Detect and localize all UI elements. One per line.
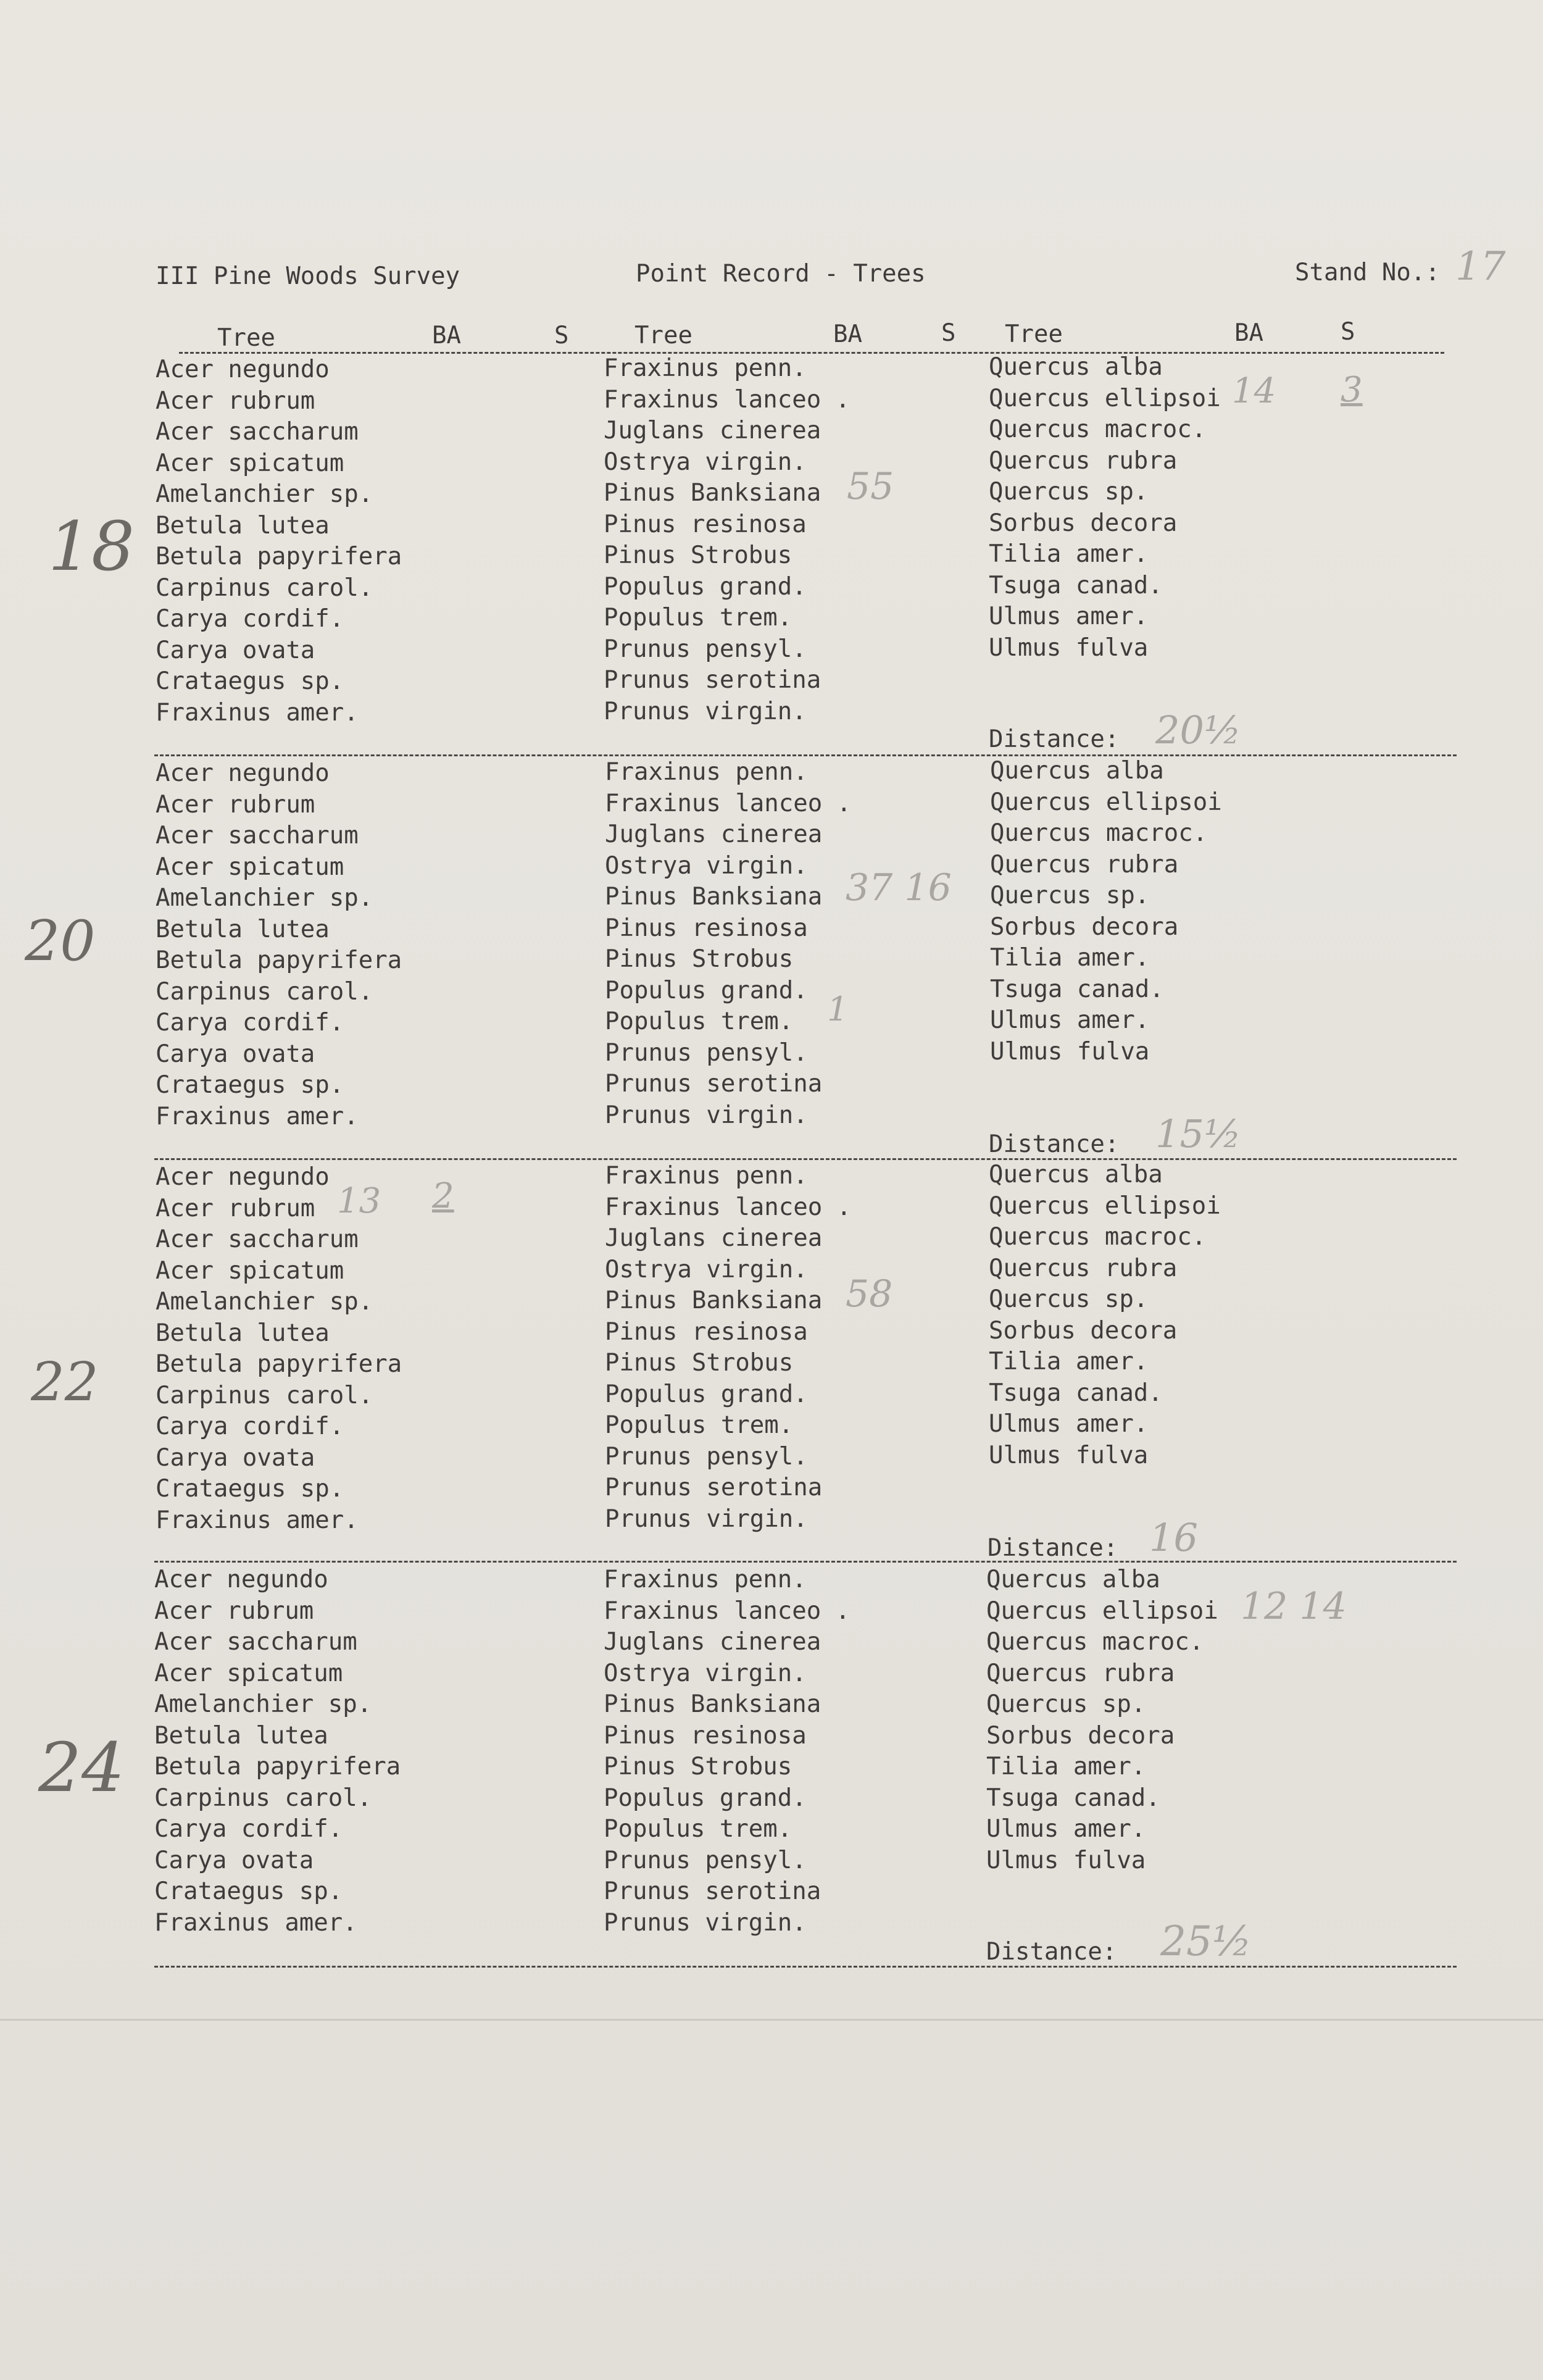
- list-item: Carya ovata: [156, 1443, 315, 1472]
- list-item: Acer saccharum: [156, 1225, 359, 1253]
- col1-ba-heading: BA: [432, 322, 461, 349]
- list-item: Acer spicatum: [156, 1256, 344, 1285]
- list-item: Tilia amer.: [989, 1348, 1149, 1376]
- list-item: Amelanchier sp.: [156, 480, 373, 508]
- point-number: 22: [31, 1351, 99, 1413]
- list-item: Juglans cinerea: [605, 820, 823, 848]
- list-item: Ulmus fulva: [989, 1441, 1149, 1469]
- list-item: Prunus virgin.: [604, 1908, 807, 1937]
- list-item: Acer rubrum: [156, 790, 315, 819]
- list-item: Populus grand.: [604, 1784, 807, 1812]
- list-item: Quercus macroc.: [989, 415, 1207, 443]
- distance-label: Distance:: [989, 1130, 1120, 1158]
- col2-tree-heading: Tree: [634, 322, 692, 349]
- list-item: Acer rubrum: [156, 386, 315, 415]
- list-item: Quercus rubra: [990, 850, 1179, 879]
- list-item: Populus grand.: [605, 1380, 808, 1408]
- s-note: 1: [827, 990, 849, 1029]
- list-item: Ulmus fulva: [986, 1846, 1146, 1874]
- list-item: Amelanchier sp.: [154, 1690, 372, 1718]
- paper-fold: [0, 2019, 1543, 2021]
- ba-note: 14: [1232, 371, 1276, 411]
- survey-title: III Pine Woods Survey: [156, 262, 460, 290]
- col1-tree-heading: Tree: [217, 324, 275, 352]
- list-item: Pinus resinosa: [605, 1317, 808, 1346]
- list-item: Pinus resinosa: [605, 914, 808, 942]
- list-item: Amelanchier sp.: [156, 884, 373, 912]
- list-item: Carya cordif.: [156, 1413, 344, 1440]
- list-item: Ulmus amer.: [989, 603, 1149, 630]
- block-divider: [154, 1158, 1457, 1160]
- list-item: Carya ovata: [156, 636, 315, 664]
- list-item: Populus trem.: [605, 1411, 794, 1439]
- list-item: Betula papyrifera: [156, 543, 402, 570]
- list-item: Fraxinus lanceo .: [605, 789, 852, 817]
- col3-ba-heading: BA: [1234, 319, 1263, 347]
- distance-value: 25½: [1160, 1918, 1252, 1965]
- list-item: Populus trem.: [605, 1008, 794, 1035]
- list-item: Acer saccharum: [156, 418, 359, 446]
- distance-label: Distance:: [986, 1938, 1117, 1966]
- list-item: Quercus macroc.: [989, 1223, 1207, 1251]
- list-item: Quercus ellipsoi: [986, 1597, 1218, 1625]
- list-item: Betula lutea: [156, 915, 330, 943]
- block1-col2: [604, 354, 850, 729]
- list-item: Quercus ellipsoi: [990, 788, 1222, 816]
- list-item: Populus grand.: [604, 572, 807, 601]
- list-item: Pinus Strobus: [605, 945, 794, 973]
- list-item: Ulmus amer.: [990, 1006, 1150, 1034]
- list-item: Carya cordif.: [156, 605, 344, 633]
- distance-value: 15½: [1155, 1111, 1241, 1156]
- list-item: Prunus serotina: [605, 1070, 823, 1098]
- col2-s-heading: S: [941, 319, 956, 347]
- block1-col1: [156, 356, 402, 730]
- s-note: 3: [1341, 370, 1363, 410]
- heading-rule: [179, 352, 1444, 354]
- ba-note: 55: [847, 465, 894, 508]
- list-item: Quercus macroc.: [986, 1628, 1204, 1656]
- list-item: Fraxinus penn.: [604, 354, 807, 382]
- list-item: Carpinus carol.: [156, 977, 373, 1006]
- list-item: Ostrya virgin.: [604, 448, 807, 476]
- distance-label: Distance:: [989, 725, 1120, 753]
- list-item: Populus trem.: [604, 604, 792, 632]
- stand-number: 17: [1455, 244, 1506, 290]
- list-item: Carya ovata: [156, 1040, 315, 1068]
- block3-col3: [989, 1161, 1221, 1472]
- list-item: Carya cordif.: [154, 1815, 343, 1843]
- list-item: Carpinus carol.: [156, 1381, 373, 1409]
- list-item: Carya cordif.: [156, 1009, 344, 1037]
- list-item: Sorbus decora: [989, 509, 1178, 537]
- list-item: Acer negundo: [154, 1566, 328, 1593]
- list-item: Ostrya virgin.: [605, 1255, 808, 1284]
- list-item: Prunus serotina: [604, 1877, 821, 1905]
- block-divider: [154, 754, 1457, 756]
- list-item: Tilia amer.: [986, 1753, 1146, 1781]
- list-item: Quercus alba: [989, 1161, 1163, 1188]
- list-item: Ulmus amer.: [989, 1410, 1149, 1438]
- list-item: Acer negundo: [156, 759, 330, 787]
- list-item: Betula lutea: [156, 1319, 330, 1347]
- list-item: Carpinus carol.: [156, 574, 373, 602]
- block2-col1: [156, 759, 402, 1134]
- list-item: Quercus ellipsoi: [989, 1192, 1221, 1220]
- list-item: Crataegus sp.: [154, 1877, 343, 1905]
- list-item: Acer spicatum: [156, 853, 344, 881]
- list-item: Sorbus decora: [986, 1721, 1175, 1750]
- list-item: Pinus Banksiana: [604, 1690, 821, 1718]
- col2-ba-heading: BA: [833, 320, 862, 348]
- block2-col3: [990, 757, 1222, 1069]
- list-item: Acer spicatum: [156, 449, 344, 477]
- list-item: Betula papyrifera: [156, 946, 402, 974]
- block3-col2: [605, 1162, 851, 1536]
- col3-s-heading: S: [1341, 318, 1355, 346]
- list-item: Fraxinus penn.: [605, 1162, 808, 1190]
- list-item: Ulmus amer.: [986, 1815, 1146, 1843]
- list-item: Fraxinus amer.: [156, 1102, 359, 1130]
- point-number: 18: [48, 507, 135, 586]
- list-item: Carya ovata: [154, 1846, 314, 1874]
- distance-value: 16: [1149, 1515, 1198, 1560]
- list-item: Juglans cinerea: [604, 1628, 821, 1656]
- list-item: Crataegus sp.: [156, 667, 344, 695]
- list-item: Acer saccharum: [154, 1628, 357, 1656]
- list-item: Acer rubrum: [154, 1597, 314, 1625]
- s-note: 2: [432, 1176, 454, 1216]
- ba-note: 37 16: [846, 866, 952, 909]
- ba-note: 58: [846, 1272, 893, 1316]
- list-item: Quercus sp.: [986, 1690, 1146, 1718]
- ba-note: 13: [337, 1181, 381, 1221]
- list-item: Fraxinus penn.: [604, 1566, 807, 1593]
- list-item: Ulmus fulva: [990, 1037, 1150, 1066]
- block2-col2: [605, 758, 851, 1132]
- list-item: Prunus virgin.: [604, 697, 807, 725]
- list-item: Betula lutea: [154, 1721, 328, 1750]
- distance-label: Distance:: [988, 1534, 1118, 1562]
- list-item: Acer saccharum: [156, 822, 359, 850]
- list-item: Pinus Strobus: [605, 1349, 794, 1377]
- list-item: Fraxinus amer.: [156, 1506, 359, 1534]
- block-divider: [154, 1561, 1457, 1563]
- list-item: Quercus alba: [986, 1566, 1160, 1593]
- list-item: Quercus sp.: [990, 882, 1150, 909]
- list-item: Tsuga canad.: [989, 571, 1163, 599]
- ba-note: 12 14: [1241, 1585, 1347, 1628]
- list-item: Crataegus sp.: [156, 1475, 344, 1503]
- list-item: Fraxinus amer.: [154, 1908, 357, 1937]
- list-item: Ostrya virgin.: [604, 1659, 807, 1687]
- list-item: Tsuga canad.: [986, 1784, 1160, 1812]
- list-item: Betula papyrifera: [154, 1753, 401, 1781]
- block4-col2: [604, 1566, 850, 1940]
- list-item: Quercus rubra: [989, 1254, 1178, 1282]
- list-item: Fraxinus lanceo .: [605, 1193, 852, 1221]
- list-item: Prunus virgin.: [605, 1505, 808, 1533]
- list-item: Betula papyrifera: [156, 1350, 402, 1378]
- list-item: Juglans cinerea: [605, 1224, 823, 1252]
- point-number: 20: [25, 909, 96, 974]
- list-item: Juglans cinerea: [604, 417, 821, 445]
- list-item: Quercus sp.: [989, 1285, 1149, 1313]
- list-item: Sorbus decora: [989, 1316, 1178, 1345]
- list-item: Fraxinus lanceo .: [604, 385, 851, 414]
- block-divider: [154, 1966, 1457, 1968]
- distance-value: 20½: [1155, 708, 1241, 753]
- list-item: Pinus Strobus: [604, 1753, 792, 1781]
- list-item: Prunus serotina: [604, 666, 821, 694]
- block4-col1: [154, 1566, 401, 1940]
- list-item: Ulmus fulva: [989, 633, 1149, 662]
- list-item: Quercus rubra: [989, 446, 1178, 475]
- list-item: Crataegus sp.: [156, 1071, 344, 1099]
- list-item: Prunus pensyl.: [604, 635, 807, 663]
- point-number: 24: [38, 1728, 125, 1807]
- block1-col3: [989, 353, 1221, 665]
- list-item: Fraxinus amer.: [156, 698, 359, 727]
- list-item: Fraxinus lanceo .: [604, 1597, 851, 1625]
- list-item: Ostrya virgin.: [605, 851, 808, 880]
- list-item: Pinus Strobus: [604, 541, 792, 569]
- list-item: Pinus resinosa: [604, 1721, 807, 1750]
- list-item: Prunus pensyl.: [605, 1038, 808, 1067]
- list-item: Populus trem.: [604, 1815, 792, 1843]
- list-item: Pinus resinosa: [604, 510, 807, 538]
- list-item: Prunus pensyl.: [604, 1846, 807, 1874]
- list-item: Quercus macroc.: [990, 819, 1208, 847]
- list-item: Tilia amer.: [990, 944, 1150, 972]
- list-item: Prunus virgin.: [605, 1101, 808, 1129]
- list-item: Quercus alba: [989, 353, 1163, 381]
- list-item: Acer rubrum: [156, 1194, 315, 1222]
- list-item: Pinus Banksiana: [604, 479, 821, 507]
- col1-s-heading: S: [554, 322, 569, 349]
- list-item: Quercus rubra: [986, 1659, 1175, 1687]
- list-item: Tsuga canad.: [990, 975, 1164, 1003]
- list-item: Quercus alba: [990, 757, 1164, 785]
- list-item: Acer negundo: [156, 356, 330, 383]
- list-item: Amelanchier sp.: [156, 1288, 373, 1316]
- col3-tree-heading: Tree: [1005, 320, 1063, 348]
- list-item: Tsuga canad.: [989, 1379, 1163, 1407]
- list-item: Pinus Banksiana: [605, 883, 823, 911]
- stand-label: Stand No.:: [1295, 259, 1440, 286]
- list-item: Tilia amer.: [989, 540, 1149, 568]
- list-item: Betula lutea: [156, 511, 330, 540]
- list-item: Acer spicatum: [154, 1659, 343, 1687]
- list-item: Populus grand.: [605, 976, 808, 1004]
- list-item: Prunus serotina: [605, 1474, 823, 1501]
- list-item: Pinus Banksiana: [605, 1287, 823, 1314]
- list-item: Quercus sp.: [989, 478, 1149, 506]
- record-title: Point Record - Trees: [636, 260, 926, 288]
- block4-col3: [986, 1566, 1218, 1877]
- list-item: Quercus ellipsoi: [989, 384, 1221, 412]
- list-item: Prunus pensyl.: [605, 1442, 808, 1471]
- list-item: Acer negundo: [156, 1163, 330, 1191]
- list-item: Carpinus carol.: [154, 1784, 372, 1812]
- list-item: Sorbus decora: [990, 912, 1179, 941]
- list-item: Fraxinus penn.: [605, 758, 808, 786]
